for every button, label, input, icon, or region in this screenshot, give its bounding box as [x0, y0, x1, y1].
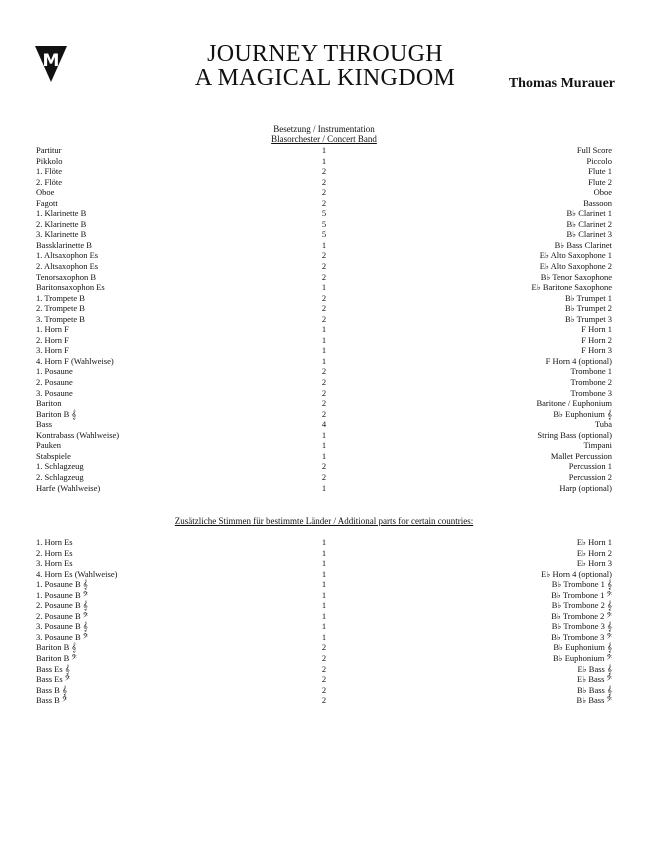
part-count: 2: [321, 176, 327, 187]
additional-parts-list: [36, 537, 612, 706]
part-name-de: 2. Altsaxophon Es: [36, 261, 99, 272]
part-row: [36, 451, 612, 462]
part-count: 1: [321, 282, 327, 293]
part-name-de: 1. Horn F: [36, 324, 69, 335]
part-name-de: Bariton B 𝄞: [36, 642, 77, 653]
part-name-en: B♭ Trumpet 2: [565, 303, 612, 314]
part-name-de: 1. Klarinette B: [36, 208, 87, 219]
part-name-en: Percussion 2: [568, 471, 612, 482]
part-row: [36, 558, 612, 569]
part-name-de: 1. Posaune B 𝄞: [36, 579, 88, 590]
part-name-en: Flute 1: [588, 166, 612, 177]
part-name-en: Trombone 3: [570, 387, 612, 398]
part-row: [36, 398, 612, 409]
part-name-en: Trombone 2: [570, 377, 612, 388]
part-count: 1: [321, 579, 327, 590]
part-count: 2: [321, 653, 327, 664]
part-name-en: B♭ Clarinet 2: [566, 218, 612, 229]
part-name-de: 1. Flöte: [36, 166, 62, 177]
part-name-de: 4. Horn F (Wahlweise): [36, 355, 114, 366]
part-row: [36, 377, 612, 388]
part-row: [36, 653, 612, 664]
part-row: [36, 409, 612, 420]
part-name-de: 2. Posaune B 𝄞: [36, 600, 88, 611]
part-name-en: Harp (optional): [559, 482, 612, 493]
part-row: [36, 642, 612, 653]
part-row: [36, 240, 612, 251]
part-row: [36, 187, 612, 198]
part-name-en: F Horn 3: [581, 345, 612, 356]
part-count: 1: [321, 482, 327, 493]
part-row: [36, 208, 612, 219]
part-row: [36, 419, 612, 430]
part-count: 2: [321, 377, 327, 388]
part-row: [36, 600, 612, 611]
piece-title: [150, 42, 500, 90]
part-row: [36, 632, 612, 643]
part-name-de: Bariton B 𝄞: [36, 408, 77, 419]
part-name-de: Pikkolo: [36, 155, 63, 166]
part-count: 1: [321, 547, 327, 558]
part-count: 1: [321, 239, 327, 250]
part-name-en: Percussion 1: [568, 461, 612, 472]
part-name-de: Bass Es 𝄞: [36, 663, 70, 674]
part-name-en: B♭ Bass Clarinet: [554, 239, 612, 250]
part-count: 2: [321, 684, 327, 695]
part-name-en: String Bass (optional): [537, 429, 612, 440]
title-line-2: A MAGICAL KINGDOM: [194, 65, 456, 91]
part-row: [36, 261, 612, 272]
part-name-en: B♭ Trumpet 3: [565, 313, 612, 324]
part-name-de: Baritonsaxophon Es: [36, 282, 105, 293]
part-count: 2: [321, 408, 327, 419]
part-count: 1: [321, 568, 327, 579]
part-name-de: Bariton: [36, 398, 62, 409]
part-count: 2: [321, 461, 327, 472]
part-name-en: E♭ Bass 𝄢: [577, 674, 612, 685]
instrumentation-list: [36, 145, 612, 493]
part-name-en: Oboe: [593, 187, 612, 198]
part-count: 1: [321, 558, 327, 569]
part-row: [36, 483, 612, 494]
part-name-de: Bariton B 𝄢: [36, 653, 77, 664]
part-row: [36, 293, 612, 304]
part-name-en: F Horn 1: [581, 324, 612, 335]
title-line-1: JOURNEY THROUGH: [207, 41, 443, 67]
part-name-de: 3. Trompete B: [36, 313, 85, 324]
part-name-en: Trombone 1: [570, 366, 612, 377]
part-count: 1: [321, 610, 327, 621]
part-row: [36, 579, 612, 590]
part-name-en: Bassoon: [583, 197, 612, 208]
part-count: 1: [321, 589, 327, 600]
part-name-en: Flute 2: [588, 176, 612, 187]
part-name-en: B♭ Euphonium 𝄞: [553, 642, 612, 653]
part-count: 1: [321, 324, 327, 335]
part-name-en: B♭ Trombone 3 𝄢: [551, 631, 612, 642]
part-count: 1: [321, 345, 327, 356]
part-row: [36, 356, 612, 367]
part-count: 1: [321, 355, 327, 366]
part-count: 2: [321, 166, 327, 177]
part-name-en: B♭ Bass 𝄞: [576, 684, 612, 695]
part-row: [36, 664, 612, 675]
part-row: [36, 388, 612, 399]
part-name-en: B♭ Tenor Saxophone: [540, 271, 612, 282]
part-row: [36, 219, 612, 230]
part-count: 2: [321, 674, 327, 685]
part-name-en: B♭ Euphonium 𝄞: [553, 408, 612, 419]
part-count: 1: [321, 145, 327, 155]
part-name-en: B♭ Trombone 1 𝄞: [551, 579, 612, 590]
part-name-de: 3. Posaune B 𝄢: [36, 631, 89, 642]
part-name-de: Fagott: [36, 197, 58, 208]
part-name-en: E♭ Alto Saxophone 2: [539, 261, 612, 272]
part-name-de: Bass Es 𝄢: [36, 674, 71, 685]
part-count: 2: [321, 197, 327, 208]
part-count: 2: [321, 471, 327, 482]
part-row: [36, 611, 612, 622]
part-name-de: Tenorsaxophon B: [36, 271, 97, 282]
part-count: 5: [321, 229, 327, 240]
part-name-de: 1. Posaune B 𝄢: [36, 589, 89, 600]
part-name-en: E♭ Horn 4 (optional): [541, 568, 612, 579]
part-name-de: Oboe: [36, 187, 55, 198]
part-count: 1: [321, 621, 327, 632]
part-name-en: Piccolo: [586, 155, 612, 166]
instrumentation-subheading: Blasorchester / Concert Band: [271, 134, 377, 144]
part-name-de: 1. Horn Es: [36, 537, 73, 547]
part-row: [36, 314, 612, 325]
part-row: [36, 272, 612, 283]
part-row: [36, 685, 612, 696]
part-name-en: E♭ Baritone Saxophone: [531, 282, 612, 293]
part-name-en: B♭ Bass 𝄢: [576, 695, 612, 706]
part-count: 2: [321, 663, 327, 674]
part-count: 2: [321, 387, 327, 398]
part-name-de: Pauken: [36, 440, 62, 451]
part-name-en: E♭ Horn 3: [576, 558, 612, 569]
part-name-en: B♭ Trumpet 1: [565, 292, 612, 303]
part-name-en: Tuba: [594, 419, 612, 430]
part-row: [36, 345, 612, 356]
part-row: [36, 166, 612, 177]
part-name-de: 1. Altsaxophon Es: [36, 250, 99, 261]
part-row: [36, 440, 612, 451]
part-name-de: 1. Schlagzeug: [36, 461, 84, 472]
part-name-de: 1. Trompete B: [36, 292, 85, 303]
part-name-de: Stabspiele: [36, 450, 71, 461]
part-row: [36, 621, 612, 632]
part-count: 2: [321, 261, 327, 272]
part-name-en: Baritone / Euphonium: [536, 398, 612, 409]
part-name-en: B♭ Trombone 2 𝄢: [551, 610, 612, 621]
part-name-de: 2. Klarinette B: [36, 218, 87, 229]
instrumentation-heading: Besetzung / Instrumentation: [273, 124, 375, 134]
part-name-en: F Horn 4 (optional): [545, 355, 612, 366]
logo-letter: M: [42, 51, 60, 71]
part-row: [36, 335, 612, 346]
part-name-de: 2. Trompete B: [36, 303, 85, 314]
part-count: 1: [321, 450, 327, 461]
part-row: [36, 156, 612, 167]
part-name-de: Kontrabass (Wahlweise): [36, 429, 120, 440]
part-name-de: 3. Horn Es: [36, 558, 73, 569]
part-name-de: 4. Horn Es (Wahlweise): [36, 568, 118, 579]
part-row: [36, 461, 612, 472]
part-count: 2: [321, 695, 327, 706]
part-name-en: F Horn 2: [581, 334, 612, 345]
part-name-de: 3. Horn F: [36, 345, 69, 356]
part-count: 2: [321, 187, 327, 198]
part-count: 1: [321, 631, 327, 642]
part-row: [36, 250, 612, 261]
part-name-en: B♭ Trombone 1 𝄢: [551, 589, 612, 600]
part-name-en: E♭ Horn 2: [576, 547, 612, 558]
part-row: [36, 198, 612, 209]
part-name-de: Bassklarinette B: [36, 239, 92, 250]
part-row: [36, 674, 612, 685]
part-name-en: E♭ Horn 1: [576, 537, 612, 547]
part-name-de: 1. Posaune: [36, 366, 73, 377]
part-row: [36, 695, 612, 706]
part-row: [36, 177, 612, 188]
part-row: [36, 282, 612, 293]
composer-name: Thomas Murauer: [508, 76, 615, 91]
part-name-de: Bass: [36, 419, 53, 430]
m-publisher-logo-icon: [34, 44, 68, 84]
part-row: [36, 548, 612, 559]
part-name-de: Bass B 𝄢: [36, 695, 68, 706]
part-name-de: 2. Horn F: [36, 334, 69, 345]
part-name-de: 2. Schlagzeug: [36, 471, 84, 482]
part-name-de: 2. Posaune B 𝄢: [36, 610, 89, 621]
part-name-en: Timpani: [583, 440, 612, 451]
part-name-en: Full Score: [576, 145, 612, 155]
part-row: [36, 324, 612, 335]
part-row: [36, 303, 612, 314]
part-count: 2: [321, 366, 327, 377]
part-name-de: 2. Horn Es: [36, 547, 73, 558]
part-name-en: B♭ Clarinet 1: [566, 208, 612, 219]
part-name-de: 2. Flöte: [36, 176, 62, 187]
part-name-de: Partitur: [36, 145, 62, 155]
part-count: 5: [321, 218, 327, 229]
part-count: 2: [321, 250, 327, 261]
part-count: 2: [321, 271, 327, 282]
part-count: 2: [321, 398, 327, 409]
part-count: 1: [321, 429, 327, 440]
part-count: 5: [321, 208, 327, 219]
part-count: 2: [321, 292, 327, 303]
part-name-de: 3. Klarinette B: [36, 229, 87, 240]
part-name-en: E♭ Bass 𝄞: [577, 663, 612, 674]
part-name-en: B♭ Clarinet 3: [566, 229, 612, 240]
part-row: [36, 472, 612, 483]
part-row: [36, 537, 612, 548]
part-name-de: 3. Posaune: [36, 387, 73, 398]
part-name-de: 2. Posaune: [36, 377, 73, 388]
part-count: 1: [321, 155, 327, 166]
part-row: [36, 590, 612, 601]
part-name-en: Mallet Percussion: [550, 450, 612, 461]
part-count: 2: [321, 313, 327, 324]
part-count: 1: [321, 440, 327, 451]
part-row: [36, 430, 612, 441]
part-name-en: E♭ Alto Saxophone 1: [539, 250, 612, 261]
part-row: [36, 569, 612, 580]
part-name-de: Bass B 𝄞: [36, 684, 68, 695]
part-row: [36, 145, 612, 156]
part-name-en: B♭ Euphonium 𝄢: [552, 653, 612, 664]
part-name-en: B♭ Trombone 2 𝄞: [551, 600, 612, 611]
additional-parts-heading: Zusätzliche Stimmen für bestimmte Länder / Additional parts for certain countries:: [174, 516, 474, 526]
part-count: 2: [321, 303, 327, 314]
part-count: 4: [321, 419, 327, 430]
part-row: [36, 229, 612, 240]
part-row: [36, 366, 612, 377]
part-count: 1: [321, 600, 327, 611]
part-count: 1: [321, 537, 327, 547]
part-name-de: Harfe (Wahlweise): [36, 482, 101, 493]
part-count: 1: [321, 334, 327, 345]
part-name-en: B♭ Trombone 3 𝄞: [551, 621, 612, 632]
part-count: 2: [321, 642, 327, 653]
part-name-de: 3. Posaune B 𝄞: [36, 621, 88, 632]
